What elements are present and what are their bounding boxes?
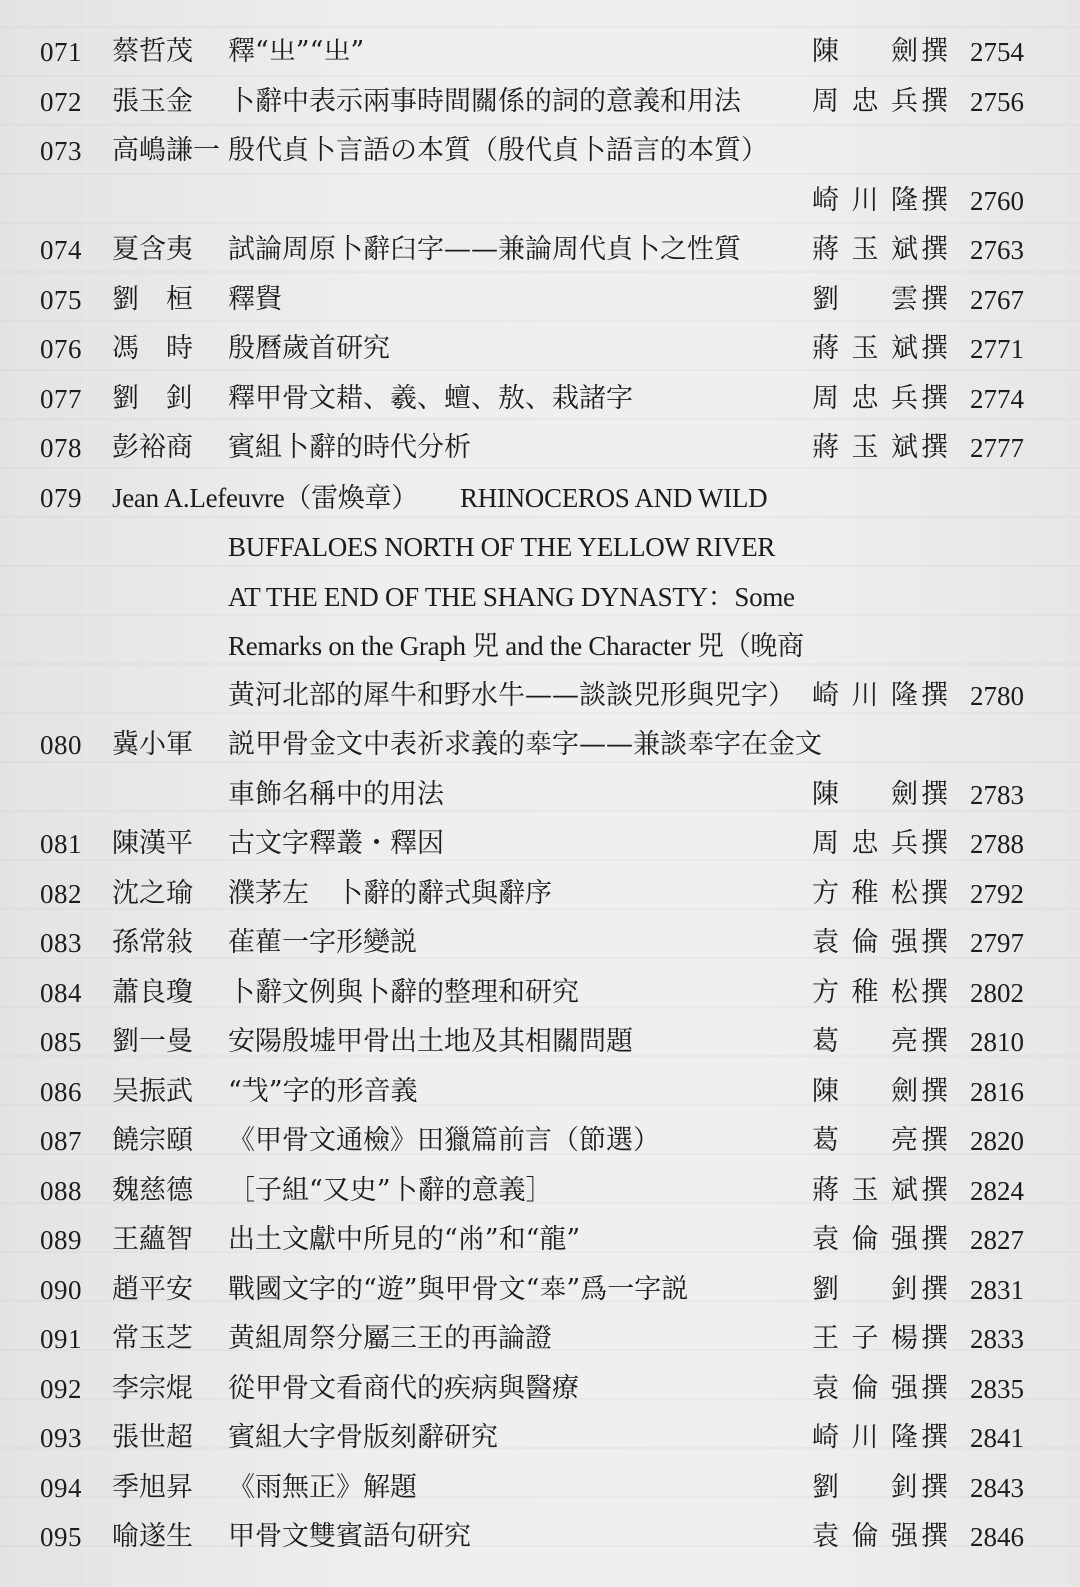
entry-title-line: 甲骨文雙賓語句研究 — [228, 1521, 471, 1552]
entry-author: 劉 桓 — [112, 283, 193, 315]
entry-page-number: 2754 — [970, 37, 1024, 67]
entry-number: 086 — [40, 1076, 82, 1107]
entry-zhuan: 撰 — [921, 778, 948, 810]
entry-reviewer: 袁倫强 — [812, 927, 918, 958]
entry-zhuan: 撰 — [921, 85, 948, 117]
entry-number: 073 — [40, 136, 82, 166]
entry-number: 083 — [40, 928, 82, 958]
entry-author: 劉 釗 — [112, 382, 193, 414]
entry-page-number: 2810 — [970, 1027, 1024, 1057]
entry-title-line: 説甲骨金文中表祈求義的𠦪字——兼談𠦪字在金文 — [228, 729, 822, 760]
entry-number: 085 — [40, 1027, 82, 1057]
entry-number: 079 — [40, 482, 82, 513]
entry-page-number: 2820 — [970, 1126, 1024, 1156]
entry-reviewer: 周忠兵 — [812, 85, 918, 117]
entry-title-line: BUFFALOES NORTH OF THE YELLOW RIVER — [228, 532, 776, 562]
entry-title-line: 釋䝿 — [228, 283, 282, 315]
entry-number: 071 — [40, 37, 82, 67]
entry-reviewer: 方稚松 — [812, 976, 918, 1008]
entry-reviewer: 劉 釗 — [812, 1471, 918, 1503]
entry-page-number: 2777 — [970, 433, 1024, 463]
entry-zhuan: 撰 — [921, 1471, 948, 1503]
entry-author: 張玉金 — [112, 85, 193, 117]
entry-page-number: 2835 — [970, 1373, 1024, 1404]
entry-page-number: 2771 — [970, 334, 1024, 364]
entry-title-line: 濮茅左 卜辭的辭式與辭序 — [228, 877, 552, 909]
entry-author: 蕭良瓊 — [112, 976, 193, 1008]
entry-author: 喻遂生 — [112, 1521, 193, 1552]
entry-page-number: 2783 — [970, 779, 1024, 810]
entry-title-line: 戰國文字的“遊”與甲骨文“𠦪”爲一字説 — [228, 1273, 689, 1305]
entry-author: 王蘊智 — [112, 1224, 193, 1255]
entry-number: 077 — [40, 383, 82, 414]
entry-author: 冀小軍 — [112, 729, 193, 760]
entry-zhuan: 撰 — [921, 1521, 948, 1552]
entry-reviewer: 周忠兵 — [812, 382, 918, 414]
entry-author: 魏慈德 — [112, 1174, 193, 1206]
entry-page-number: 2788 — [970, 829, 1024, 859]
entry-reviewer: 蔣玉斌 — [812, 432, 918, 463]
entry-reviewer: 方稚松 — [812, 877, 918, 909]
entry-reviewer: 葛 亮 — [812, 1125, 918, 1156]
entry-number: 094 — [40, 1472, 82, 1503]
entry-number: 078 — [40, 433, 82, 463]
entry-page-number: 2816 — [970, 1076, 1024, 1107]
entry-reviewer: 陳 劍 — [812, 778, 918, 810]
entry-page-number: 2792 — [970, 878, 1024, 909]
entry-number: 088 — [40, 1175, 82, 1206]
entry-author: 季旭昇 — [112, 1471, 193, 1503]
entry-number: 087 — [40, 1126, 82, 1156]
entry-title-line: Remarks on the Graph 兕 and the Character 兕（晚商 — [228, 631, 804, 661]
entry-number: 081 — [40, 829, 82, 859]
entry-title-line: 安陽殷墟甲骨出土地及其相關問題 — [228, 1026, 633, 1057]
entry-page-number: 2824 — [970, 1175, 1024, 1206]
entry-zhuan: 撰 — [921, 333, 948, 364]
entry-page-number: 2833 — [970, 1324, 1024, 1354]
entry-zhuan: 撰 — [921, 1026, 948, 1057]
entry-page-number: 2763 — [970, 235, 1024, 265]
entry-page-number: 2756 — [970, 86, 1024, 117]
entry-reviewer: 袁倫强 — [812, 1521, 918, 1552]
entry-number: 084 — [40, 977, 82, 1008]
entry-number: 092 — [40, 1373, 82, 1404]
entry-page-number: 2797 — [970, 928, 1024, 958]
entry-title-line: 黄河北部的犀牛和野水牛——談談兕形與兕字） — [228, 679, 795, 711]
entry-title-line: 賓組卜辭的時代分析 — [228, 432, 471, 463]
entry-author: 饒宗頤 — [112, 1125, 193, 1156]
entry-author: 孫常敍 — [112, 927, 193, 958]
entry-author: 趙平安 — [112, 1273, 193, 1305]
entry-reviewer: 陳 劍 — [812, 1075, 918, 1107]
entry-number: 072 — [40, 86, 82, 117]
entry-page-number: 2831 — [970, 1274, 1024, 1305]
entry-zhuan: 撰 — [921, 1125, 948, 1156]
entry-zhuan: 撰 — [921, 877, 948, 909]
entry-number: 089 — [40, 1225, 82, 1255]
entry-zhuan: 撰 — [921, 382, 948, 414]
entry-reviewer: 蔣玉斌 — [812, 234, 918, 265]
entry-title-line: “𢦏”字的形音義 — [228, 1075, 418, 1107]
entry-number: 074 — [40, 235, 82, 265]
entry-title-line: 黄組周祭分屬三王的再論證 — [228, 1323, 552, 1354]
entry-reviewer: 葛 亮 — [812, 1026, 918, 1057]
entry-zhuan: 撰 — [921, 1174, 948, 1206]
entry-number: 082 — [40, 878, 82, 909]
entry-title-line: AT THE END OF THE SHANG DYNASTY：Some — [228, 581, 795, 612]
entry-author: 劉一曼 — [112, 1026, 193, 1057]
entry-page-number: 2774 — [970, 383, 1024, 414]
entry-page-number: 2760 — [970, 185, 1024, 216]
entry-reviewer: 崎川隆 — [812, 184, 918, 216]
entry-title-line: ［子組“又史”卜辭的意義］ — [228, 1174, 553, 1206]
entry-reviewer: 崎川隆 — [812, 1422, 918, 1453]
entry-number: 093 — [40, 1423, 82, 1453]
entry-number: 090 — [40, 1274, 82, 1305]
entry-title-line: 卜辭中表示兩事時間關係的詞的意義和用法 — [228, 85, 741, 117]
entry-title-line: 釋甲骨文耤、羲、蟺、敖、栽諸字 — [228, 382, 633, 414]
entry-zhuan: 撰 — [921, 432, 948, 463]
entry-page-number: 2841 — [970, 1423, 1024, 1453]
entry-reviewer: 周忠兵 — [812, 828, 918, 859]
entry-zhuan: 撰 — [921, 1075, 948, 1107]
entry-zhuan: 撰 — [921, 36, 948, 67]
entry-author: 蔡哲茂 — [112, 36, 193, 67]
entry-title-line: 雈雚一字形變説 — [228, 927, 417, 958]
entry-reviewer: 蔣玉斌 — [812, 333, 918, 364]
entry-author: 馮 時 — [112, 333, 193, 364]
entry-zhuan: 撰 — [921, 1224, 948, 1255]
entry-zhuan: 撰 — [921, 234, 948, 265]
entry-reviewer: 陳 劍 — [812, 36, 918, 67]
entry-reviewer: 劉 雲 — [812, 283, 918, 315]
entry-reviewer: 蔣玉斌 — [812, 1174, 918, 1206]
entry-author: 夏含夷 — [112, 234, 193, 265]
entry-title-line: 古文字釋叢・釋因 — [228, 828, 444, 859]
entry-title-line: 殷曆歲首研究 — [228, 333, 390, 364]
entry-zhuan: 撰 — [921, 283, 948, 315]
entry-page-number: 2843 — [970, 1472, 1024, 1503]
entry-zhuan: 撰 — [921, 1422, 948, 1453]
entry-page-number: 2827 — [970, 1225, 1024, 1255]
entry-author: Jean A.Lefeuvre（雷煥章） — [112, 482, 418, 513]
entry-author: 沈之瑜 — [112, 877, 193, 909]
entry-number: 091 — [40, 1324, 82, 1354]
entry-title-line: 卜辭文例與卜辭的整理和研究 — [228, 976, 579, 1008]
entry-zhuan: 撰 — [921, 976, 948, 1008]
entry-zhuan: 撰 — [921, 1323, 948, 1354]
entry-reviewer: 劉 釗 — [812, 1273, 918, 1305]
entry-reviewer: 崎川隆 — [812, 679, 918, 711]
entry-title-line: 出土文獻中所見的“㡀”和“龍” — [228, 1224, 581, 1255]
entry-zhuan: 撰 — [921, 184, 948, 216]
entry-author: 彭裕商 — [112, 432, 193, 463]
entry-author: 李宗焜 — [112, 1372, 193, 1404]
entry-zhuan: 撰 — [921, 1372, 948, 1404]
entry-author: 張世超 — [112, 1422, 193, 1453]
entry-author: 吴振武 — [112, 1075, 193, 1107]
entry-page-number: 2767 — [970, 284, 1024, 315]
entry-title-line: 賓組大字骨版刻辭研究 — [228, 1422, 498, 1453]
entry-title-line: 從甲骨文看商代的疾病與醫療 — [228, 1372, 579, 1404]
entry-title-line: RHINOCEROS AND WILD — [460, 482, 768, 513]
entry-number: 095 — [40, 1522, 82, 1552]
entry-title-line: 殷代貞卜言語の本質（殷代貞卜語言的本質） — [228, 135, 768, 166]
entry-page-number: 2780 — [970, 680, 1024, 711]
entry-number: 076 — [40, 334, 82, 364]
entry-title-line: 《甲骨文通檢》田獵篇前言（節選） — [228, 1125, 660, 1156]
entry-title-line: 試論周原卜辭⾅字——兼論周代貞卜之性質 — [228, 234, 741, 265]
entry-zhuan: 撰 — [921, 927, 948, 958]
entry-zhuan: 撰 — [921, 828, 948, 859]
entry-number: 080 — [40, 730, 82, 760]
entry-author: 常玉芝 — [112, 1323, 193, 1354]
entry-reviewer: 袁倫强 — [812, 1224, 918, 1255]
entry-author: 高嶋謙一 — [112, 135, 220, 166]
entry-author: 陳漢平 — [112, 828, 193, 859]
entry-reviewer: 王子楊 — [812, 1323, 918, 1354]
entry-title-line: 釋“㞢”“㞢” — [228, 36, 365, 67]
entry-page-number: 2802 — [970, 977, 1024, 1008]
entry-page-number: 2846 — [970, 1522, 1024, 1552]
entry-title-line: 《雨無正》解題 — [228, 1471, 417, 1503]
entry-zhuan: 撰 — [921, 679, 948, 711]
entry-zhuan: 撰 — [921, 1273, 948, 1305]
entry-number: 075 — [40, 284, 82, 315]
entry-reviewer: 袁倫强 — [812, 1372, 918, 1404]
entry-title-line: 車飾名稱中的用法 — [228, 778, 444, 810]
